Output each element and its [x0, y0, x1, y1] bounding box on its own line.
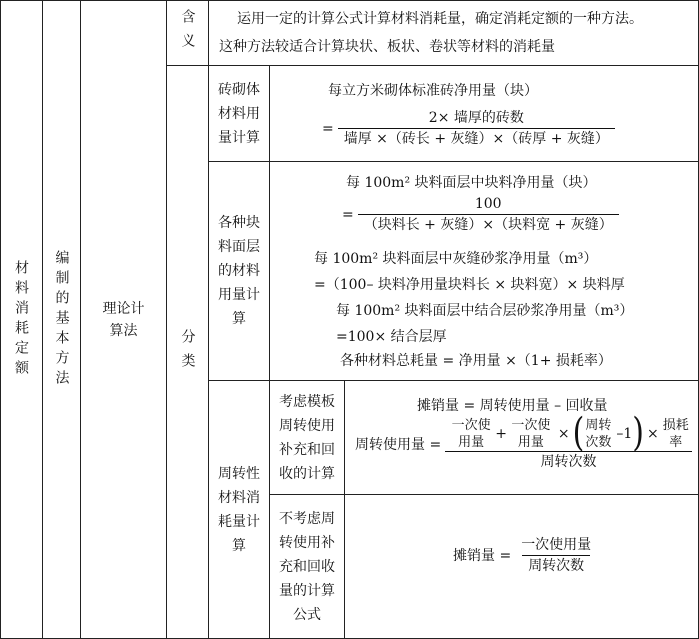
turnover-sub1-line1: 摊销量 = 周转使用量 – 回收量	[417, 398, 608, 414]
brick-den: 墙厚 ×（砖长 + 灰缝）×（砖厚 + 灰缝）	[338, 128, 615, 149]
turnover-sub2-label: 不考虑周转使用补充和回收量的计算公式	[279, 511, 335, 623]
turnover-sub1-label-cell	[270, 381, 345, 495]
turnover-sub1-minus1: –1	[616, 426, 633, 442]
block-num: 100	[474, 196, 502, 212]
meaning-text-cell	[209, 0, 699, 66]
turnover-sub1-plus: +	[495, 426, 507, 442]
turnover-sub2-formula-cell	[345, 495, 699, 639]
left-paren-icon: (	[572, 410, 585, 457]
block-line1: 每 100m² 块料面层中块料净用量（块）	[346, 175, 597, 191]
turnover-sub1-f1-num: 一次使用量	[451, 418, 491, 450]
turnover-sub1-formula-cell	[345, 381, 699, 495]
block-formula-cell	[270, 162, 699, 381]
turnover-label-cell	[209, 381, 270, 639]
col1-text: 材料消耗定额	[13, 259, 29, 380]
turnover-sub2-num: 一次使用量	[521, 537, 592, 553]
block-fraction	[358, 194, 619, 235]
block-label-cell	[209, 162, 270, 381]
turnover-sub2-lhs: 摊销量 =	[453, 547, 512, 564]
turnover-sub2-den: 周转次数	[522, 555, 590, 576]
turnover-sub1-big-fraction	[445, 410, 692, 472]
brick-line1: 每立方米砌体标准砖净用量（块）	[328, 83, 538, 99]
right-paren-icon: )	[632, 410, 645, 457]
turnover-sub1-eq-row	[355, 410, 696, 472]
block-label: 各种块料面层的材料用量计算	[218, 215, 260, 327]
turnover-sub1-lhs: 周转使用量 =	[355, 436, 442, 453]
turnover-sub1-num	[445, 410, 692, 457]
block-line3: =（100– 块料净用量块料长 × 块料宽）× 块料厚	[314, 277, 625, 293]
meaning-label: 含义	[179, 8, 196, 57]
block-line2: 每 100m² 块料面层中灰缝砂浆净用量（m³）	[314, 251, 598, 267]
turnover-sub1-times2: ×	[647, 426, 659, 442]
turnover-sub1-den: 周转次数	[445, 451, 692, 472]
turnover-label: 周转性材料消耗量计算	[218, 466, 260, 554]
block-fraction-row	[342, 194, 623, 235]
meaning-text-1: 运用一定的计算公式计算材料消耗量，确定消耗定额的一种方法。	[237, 11, 643, 27]
brick-fraction	[338, 108, 615, 149]
turnover-sub1-f2-num: 一次使用量	[511, 418, 551, 450]
col3-text: 理论计算法	[102, 300, 145, 339]
turnover-sub1-label: 考虑模板周转使用补充和回收的计算	[279, 393, 335, 482]
brick-num: 2× 墙厚的砖数	[428, 110, 524, 126]
block-eq: =	[342, 206, 354, 223]
turnover-sub1-paren-num: 周转次数	[585, 418, 612, 450]
brick-formula-cell	[270, 66, 699, 162]
turnover-sub2-fraction	[515, 535, 597, 576]
category-label-cell	[167, 66, 209, 639]
col-theory-method	[81, 0, 167, 639]
block-line6: 各种材料总耗量 = 净用量 ×（1+ 损耗率）	[340, 353, 612, 369]
meaning-text-2: 这种方法较适合计算块状、板状、卷状等材料的消耗量	[219, 39, 555, 55]
category-label: 分类	[179, 328, 196, 377]
brick-label-cell	[209, 66, 270, 162]
turnover-sub2-label-cell	[270, 495, 345, 639]
meaning-label-cell	[167, 0, 209, 66]
brick-label: 砖砌体材料用量计算	[218, 81, 260, 146]
turnover-sub1-f2	[508, 417, 554, 451]
turnover-sub1-times1: ×	[557, 426, 570, 442]
turnover-sub1-loss: 损耗率	[662, 418, 689, 450]
brick-fraction-row	[322, 108, 619, 149]
block-den: （块料长 + 灰缝）×（块料宽 + 灰缝）	[358, 214, 619, 235]
brick-eq: =	[322, 120, 334, 137]
turnover-sub2-eq-row	[453, 535, 601, 576]
block-line4: 每 100m² 块料面层中结合层砂浆净用量（m³）	[336, 303, 634, 319]
col2-text: 编制的基本方法	[53, 249, 70, 390]
block-line5: =100× 结合层厚	[336, 329, 447, 345]
turnover-sub1-f1	[448, 417, 494, 451]
col-basic-method	[43, 0, 81, 639]
col-material-quota	[0, 0, 43, 639]
